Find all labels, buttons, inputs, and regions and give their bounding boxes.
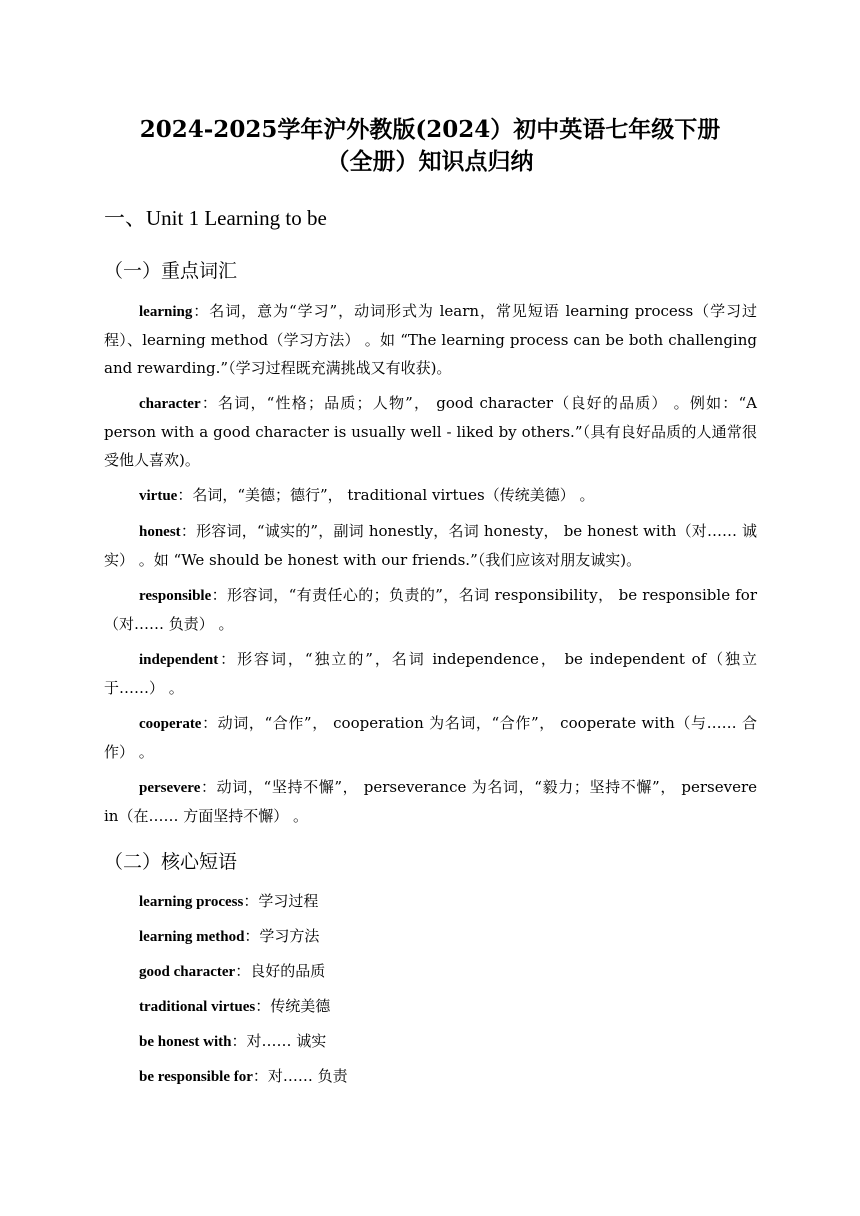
phrase-meaning: ：对…… 诚实 xyxy=(231,1032,327,1050)
vocab-term: honest xyxy=(139,524,181,540)
phrase-item xyxy=(139,887,348,922)
vocab-entry xyxy=(104,389,757,474)
phrase-term: good character xyxy=(139,964,236,980)
vocab-term: independent xyxy=(139,652,219,668)
vocab-term: learning xyxy=(139,304,193,320)
phrase-item xyxy=(139,1062,348,1097)
vocab-entry xyxy=(104,773,757,830)
phrase-meaning: ：传统美德 xyxy=(255,997,331,1015)
subheading-core-phrases: （二）核心短语 xyxy=(104,851,238,873)
vocab-term: character xyxy=(139,396,201,412)
phrase-meaning: ：学习方法 xyxy=(244,927,320,945)
vocab-explanation: ：动词，“合作”， cooperation 为名词，“合作”， cooperate with（与…… 合作） 。 xyxy=(104,714,757,761)
vocabulary-list xyxy=(104,297,757,837)
vocab-term: responsible xyxy=(139,588,212,604)
phrase-item xyxy=(139,922,348,957)
vocab-entry xyxy=(104,517,757,574)
vocab-explanation: ：名词，意为“学习”，动词形式为 learn，常见短语 learning process（学习过程）、learning method（学习方法） 。如 “The learning process can be both challenging and rewarding.”（学习过程既充满挑战又有收获)。 xyxy=(104,302,757,377)
phrase-item xyxy=(139,992,348,1027)
phrase-meaning: ：学习过程 xyxy=(243,892,319,910)
phrase-term: be responsible for xyxy=(139,1069,253,1085)
vocab-entry xyxy=(104,481,757,510)
phrase-term: learning method xyxy=(139,929,245,945)
phrase-item xyxy=(139,1027,348,1062)
phrase-item xyxy=(139,957,348,992)
vocab-term: cooperate xyxy=(139,716,202,732)
vocab-entry xyxy=(104,645,757,702)
section-heading-unit1: 一、Unit 1 Learning to be xyxy=(104,206,327,230)
vocab-explanation: ：形容词，“独立的”，名词 independence， be independent of（独立于……） 。 xyxy=(104,650,757,697)
phrase-term: traditional virtues xyxy=(139,999,256,1015)
phrase-meaning: ：对…… 负责 xyxy=(252,1067,348,1085)
subheading-key-vocabulary: （一）重点词汇 xyxy=(104,260,238,282)
vocab-explanation: ：名词，“美德；德行”， traditional virtues（传统美德） 。 xyxy=(177,486,595,504)
vocab-entry xyxy=(104,709,757,766)
vocab-explanation: ：动词，“坚持不懈”， perseverance 为名词，“毅力；坚持不懈”， persevere in（在…… 方面坚持不懈） 。 xyxy=(104,778,757,825)
document-title-line1: 2024-2025学年沪外教版(2024）初中英语七年级下册 xyxy=(139,116,721,143)
phrase-term: learning process xyxy=(139,894,244,910)
vocab-entry xyxy=(104,297,757,382)
phrase-meaning: ：良好的品质 xyxy=(235,962,326,980)
phrase-term: be honest with xyxy=(139,1034,232,1050)
vocab-explanation: ：名词，“性格；品质；人物”， good character（良好的品质） 。例如：“A person with a good character is usually well - liked by others.”（具有良好品质的人通常很受他人喜欢)。 xyxy=(104,394,757,469)
vocab-explanation: ：形容词，“有责任心的；负责的”，名词 responsibility， be responsible for（对…… 负责） 。 xyxy=(104,586,757,633)
document-title-line2: （全册）知识点归纳 xyxy=(326,148,534,175)
vocab-entry xyxy=(104,581,757,638)
vocab-term: virtue xyxy=(139,488,178,504)
vocab-term: persevere xyxy=(139,780,201,796)
phrase-list xyxy=(139,887,348,1097)
vocab-explanation: ：形容词，“诚实的”，副词 honestly，名词 honesty， be honest with（对…… 诚实） 。如 “We should be honest with our friends.”（我们应该对朋友诚实)。 xyxy=(104,522,757,569)
